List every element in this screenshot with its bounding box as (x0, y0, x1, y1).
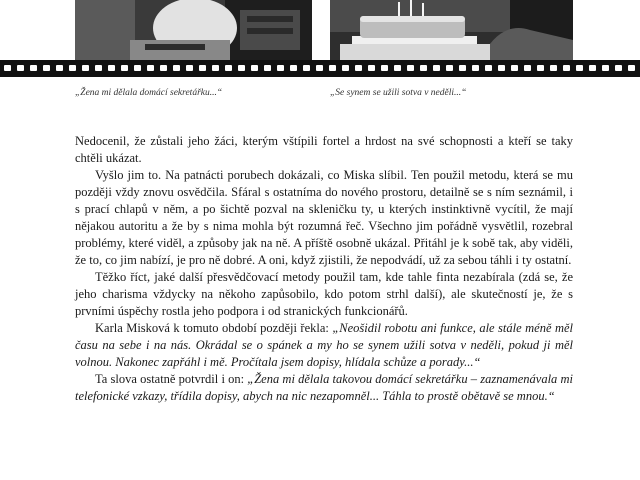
photo-cake-celebration (330, 0, 573, 60)
film-perforation (147, 65, 154, 71)
film-perforation (303, 65, 310, 71)
paragraph (75, 320, 573, 371)
film-perforation (69, 65, 76, 71)
paragraph-text: Ta slova ostatně potvrdil i on: (95, 372, 248, 386)
film-perforation (602, 65, 609, 71)
film-perforation (251, 65, 258, 71)
film-perforation (563, 65, 570, 71)
photo-cake-celebration-image (330, 0, 573, 60)
film-perforation (199, 65, 206, 71)
paragraph-text: Nedocenil, že zůstali jeho žáci, kterým vštípili fortel a hrdost na své schopnosti a kteří se taky chtěli ukázat. (75, 134, 573, 165)
film-perforation (238, 65, 245, 71)
paragraph-text: Vyšlo jim to. Na patnácti porubech dokázali, co Miska slíbil. Ten použil metodu, která se mu později vždy znovu osvědčila. Sfáral s ostatníma do nového prostoru, detailně se s ním seznámil, i s prací chlapů v něm, a po šichtě pozval na skleničku ty, u kterých instinktivně vycítil, že mají nějakou autoritu a že by s nima mohla být rozumná řeč. Všechno jim pořádně vysvětlil, rozebral problémy, které viděl, a způsoby jak na ně. A příště osobně ukázal. Přitáhl je k sobě tak, aby viděli, že to, co jim nabízí, je pro ně dobré. A oni, když zjistili, že nepodvádí, už za sebou táhli i ty ostatní. (75, 168, 573, 267)
film-perforation (82, 65, 89, 71)
film-perforation (329, 65, 336, 71)
film-perforation (95, 65, 102, 71)
film-perforation (589, 65, 596, 71)
film-perforation (160, 65, 167, 71)
photo-caption-right: „Se synem se užili sotva v neděli...“ (330, 88, 467, 98)
photo-caption-left: „Žena mi dělala domácí sekretářku...“ (75, 88, 223, 98)
film-perforation (628, 65, 635, 71)
film-perforation (524, 65, 531, 71)
film-perforation (368, 65, 375, 71)
paragraph (75, 133, 573, 167)
photo-man-at-desk (75, 0, 312, 60)
photo-man-at-desk-image (75, 0, 312, 60)
film-perforation (173, 65, 180, 71)
film-perforation (498, 65, 505, 71)
film-perforation (407, 65, 414, 71)
film-perforation (576, 65, 583, 71)
film-perforation (212, 65, 219, 71)
film-perforation (134, 65, 141, 71)
film-perforation (342, 65, 349, 71)
paragraph-text: Těžko říct, jaké další přesvědčovací metody použil tam, kde tahle finta nezabírala (zdá se, že jeho charisma vždycky na někoho zapůsobilo, kdo potom strhl další), ale skutečností je, že s prvními úspěchy rostla jeho podpora i od stranických funkcionářů. (75, 270, 573, 318)
film-perforation (108, 65, 115, 71)
film-perforation (277, 65, 284, 71)
film-perforation (56, 65, 63, 71)
film-perforation (17, 65, 24, 71)
film-perforation (264, 65, 271, 71)
film-perforation (615, 65, 622, 71)
film-perforation (316, 65, 323, 71)
film-perforation (511, 65, 518, 71)
film-perforation (186, 65, 193, 71)
film-perforation (485, 65, 492, 71)
paragraph-text: Karla Misková k tomuto období později řekla: (95, 321, 333, 335)
film-perforation (381, 65, 388, 71)
film-strip-border (0, 60, 640, 77)
film-perforation (394, 65, 401, 71)
paragraph-quote: „Žena mi dělala takovou domácí sekretářku – zaznamenávala mi telefonické vzkazy, třídila dopisy, abych na nic nezapomněl... Táhla to prostě obětavě se mnou.“ (75, 372, 573, 403)
film-perforation (433, 65, 440, 71)
film-perforation (446, 65, 453, 71)
paragraph-quote: „Neošidil robotu ani funkce, ale stále méně měl času na sebe i na nás. Okrádal se o spánek a my ho se synem užili sotva v neděli, pokud ji měl volnou. Nakonec zapřáhl i mě. Pročítala jsem dopisy, hlídala schůze a porady...“ (75, 321, 573, 369)
film-perforation (459, 65, 466, 71)
film-perforation (30, 65, 37, 71)
body-text (75, 133, 573, 405)
film-perforation (4, 65, 11, 71)
film-perforation (355, 65, 362, 71)
film-perforation (550, 65, 557, 71)
film-perforation (43, 65, 50, 71)
film-perforation (537, 65, 544, 71)
film-perforation (121, 65, 128, 71)
film-perforation (290, 65, 297, 71)
film-perforation (420, 65, 427, 71)
paragraph (75, 167, 573, 269)
paragraph (75, 269, 573, 320)
paragraph (75, 371, 573, 405)
film-perforation (225, 65, 232, 71)
film-perforation (472, 65, 479, 71)
